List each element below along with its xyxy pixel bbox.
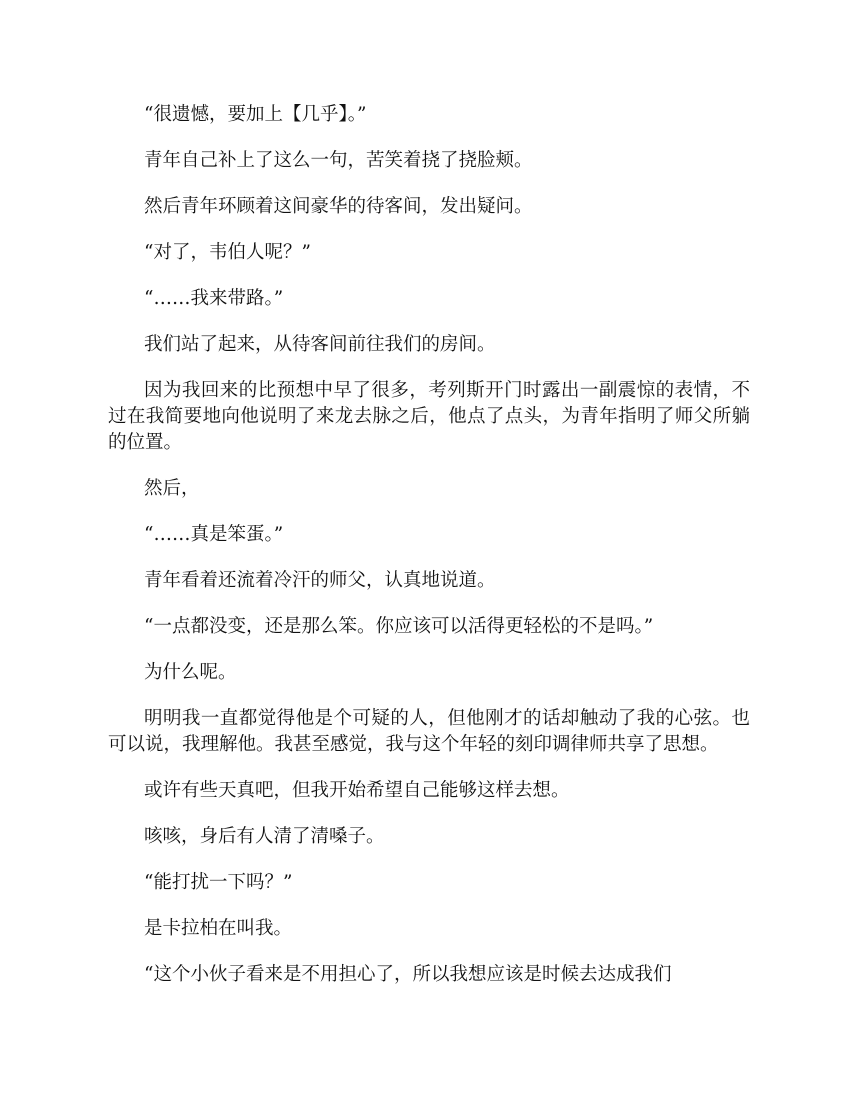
document-body: [108, 102, 750, 1008]
paragraph: 我们站了起来，从待客间前往我们的房间。: [144, 334, 496, 355]
paragraph: “能打扰一下吗？”: [144, 872, 293, 893]
paragraph: 青年自己补上了这么一句，苦笑着挠了挠脸颊。: [144, 150, 533, 171]
paragraph: 或许有些天真吧，但我开始希望自己能够这样去想。: [144, 780, 570, 801]
paragraph: “一点都没变，还是那么笨。你应该可以活得更轻松的不是吗。”: [144, 616, 654, 637]
paragraph: 然后，: [144, 478, 200, 499]
paragraph: “……我来带路。”: [144, 288, 284, 309]
paragraph: 明明我一直都觉得他是个可疑的人，但他刚才的话却触动了我的心弦。也可以说，我理解他。我甚至感觉，我与这个年轻的刻印调律师共享了思想。: [108, 708, 750, 755]
paragraph: “……真是笨蛋。”: [144, 524, 284, 545]
paragraph: 是卡拉柏在叫我。: [144, 918, 293, 939]
paragraph: “对了，韦伯人呢？”: [144, 242, 311, 263]
paragraph: 然后青年环顾着这间豪华的待客间，发出疑问。: [144, 196, 533, 217]
paragraph: “很遗憾，要加上【几乎】。”: [144, 104, 367, 125]
paragraph: “这个小伙子看来是不用担心了，所以我想应该是时候去达成我们: [144, 964, 672, 985]
paragraph: 咳咳，身后有人清了清嗓子。: [144, 826, 385, 847]
paragraph: 为什么呢。: [144, 662, 237, 683]
paragraph: 因为我回来的比预想中早了很多，考列斯开门时露出一副震惊的表情，不过在我简要地向他说明了来龙去脉之后，他点了点头，为青年指明了师父所躺的位置。: [108, 380, 750, 453]
paragraph: 青年看着还流着冷汗的师父，认真地说道。: [144, 570, 496, 591]
